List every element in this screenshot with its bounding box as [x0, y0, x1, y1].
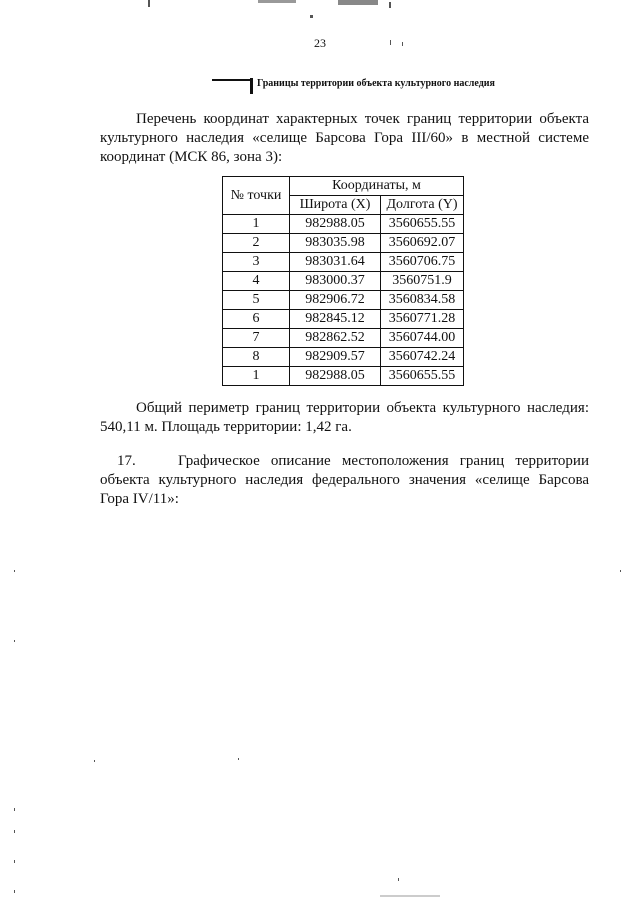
boundary-legend — [212, 73, 542, 93]
item-17-number: 17. — [117, 453, 136, 469]
intro-paragraph: Перечень координат характерных точек границ территории объекта культурного наследия «селище Барсова Гора III/60» в местной системе координат (МСК 86, зона 3): — [100, 111, 589, 165]
legend-label: Границы территории объекта культурного наследия — [257, 78, 495, 89]
cell-x: 982909.57 — [290, 348, 381, 367]
legend-bar-symbol — [250, 78, 253, 94]
cell-x: 983031.64 — [290, 253, 381, 272]
page-number: 23 — [314, 36, 326, 50]
cell-x: 982845.12 — [290, 310, 381, 329]
cell-y: 3560751.9 — [381, 272, 464, 291]
coordinates-table — [222, 176, 464, 386]
cell-x: 983000.37 — [290, 272, 381, 291]
cell-x: 982988.05 — [290, 367, 381, 386]
cell-point: 2 — [223, 234, 290, 253]
cell-y: 3560692.07 — [381, 234, 464, 253]
cell-point: 1 — [223, 367, 290, 386]
table-row — [223, 291, 464, 310]
cell-y: 3560744.00 — [381, 329, 464, 348]
item-17-paragraph — [100, 452, 589, 509]
cell-point: 3 — [223, 253, 290, 272]
cell-point: 6 — [223, 310, 290, 329]
cell-y: 3560742.24 — [381, 348, 464, 367]
cell-x: 982988.05 — [290, 215, 381, 234]
table-row — [223, 367, 464, 386]
cell-point: 5 — [223, 291, 290, 310]
table-row — [223, 310, 464, 329]
cell-y: 3560655.55 — [381, 367, 464, 386]
legend-line-symbol — [212, 79, 250, 81]
item-17-text: Графическое описание местоположения границ территории объекта культурного наследия федерального значения «селище Барсова Гора IV/11»: — [100, 453, 589, 507]
table-row — [223, 329, 464, 348]
table-row — [223, 234, 464, 253]
summary-paragraph: Общий периметр границ территории объекта культурного наследия: 540,11 м. Площадь территории: 1,42 га. — [100, 400, 589, 435]
cell-x: 982906.72 — [290, 291, 381, 310]
cell-point: 7 — [223, 329, 290, 348]
header-longitude-y: Долгота (Y) — [381, 196, 464, 215]
cell-x: 983035.98 — [290, 234, 381, 253]
table-row — [223, 215, 464, 234]
cell-x: 982862.52 — [290, 329, 381, 348]
cell-y: 3560655.55 — [381, 215, 464, 234]
header-coordinates: Координаты, м — [290, 177, 464, 196]
table-row — [223, 253, 464, 272]
header-point-number: № точки — [223, 177, 290, 215]
header-latitude-x: Широта (X) — [290, 196, 381, 215]
cell-point: 1 — [223, 215, 290, 234]
table-row — [223, 348, 464, 367]
cell-y: 3560771.28 — [381, 310, 464, 329]
table-row — [223, 272, 464, 291]
cell-point: 4 — [223, 272, 290, 291]
cell-y: 3560706.75 — [381, 253, 464, 272]
cell-y: 3560834.58 — [381, 291, 464, 310]
cell-point: 8 — [223, 348, 290, 367]
